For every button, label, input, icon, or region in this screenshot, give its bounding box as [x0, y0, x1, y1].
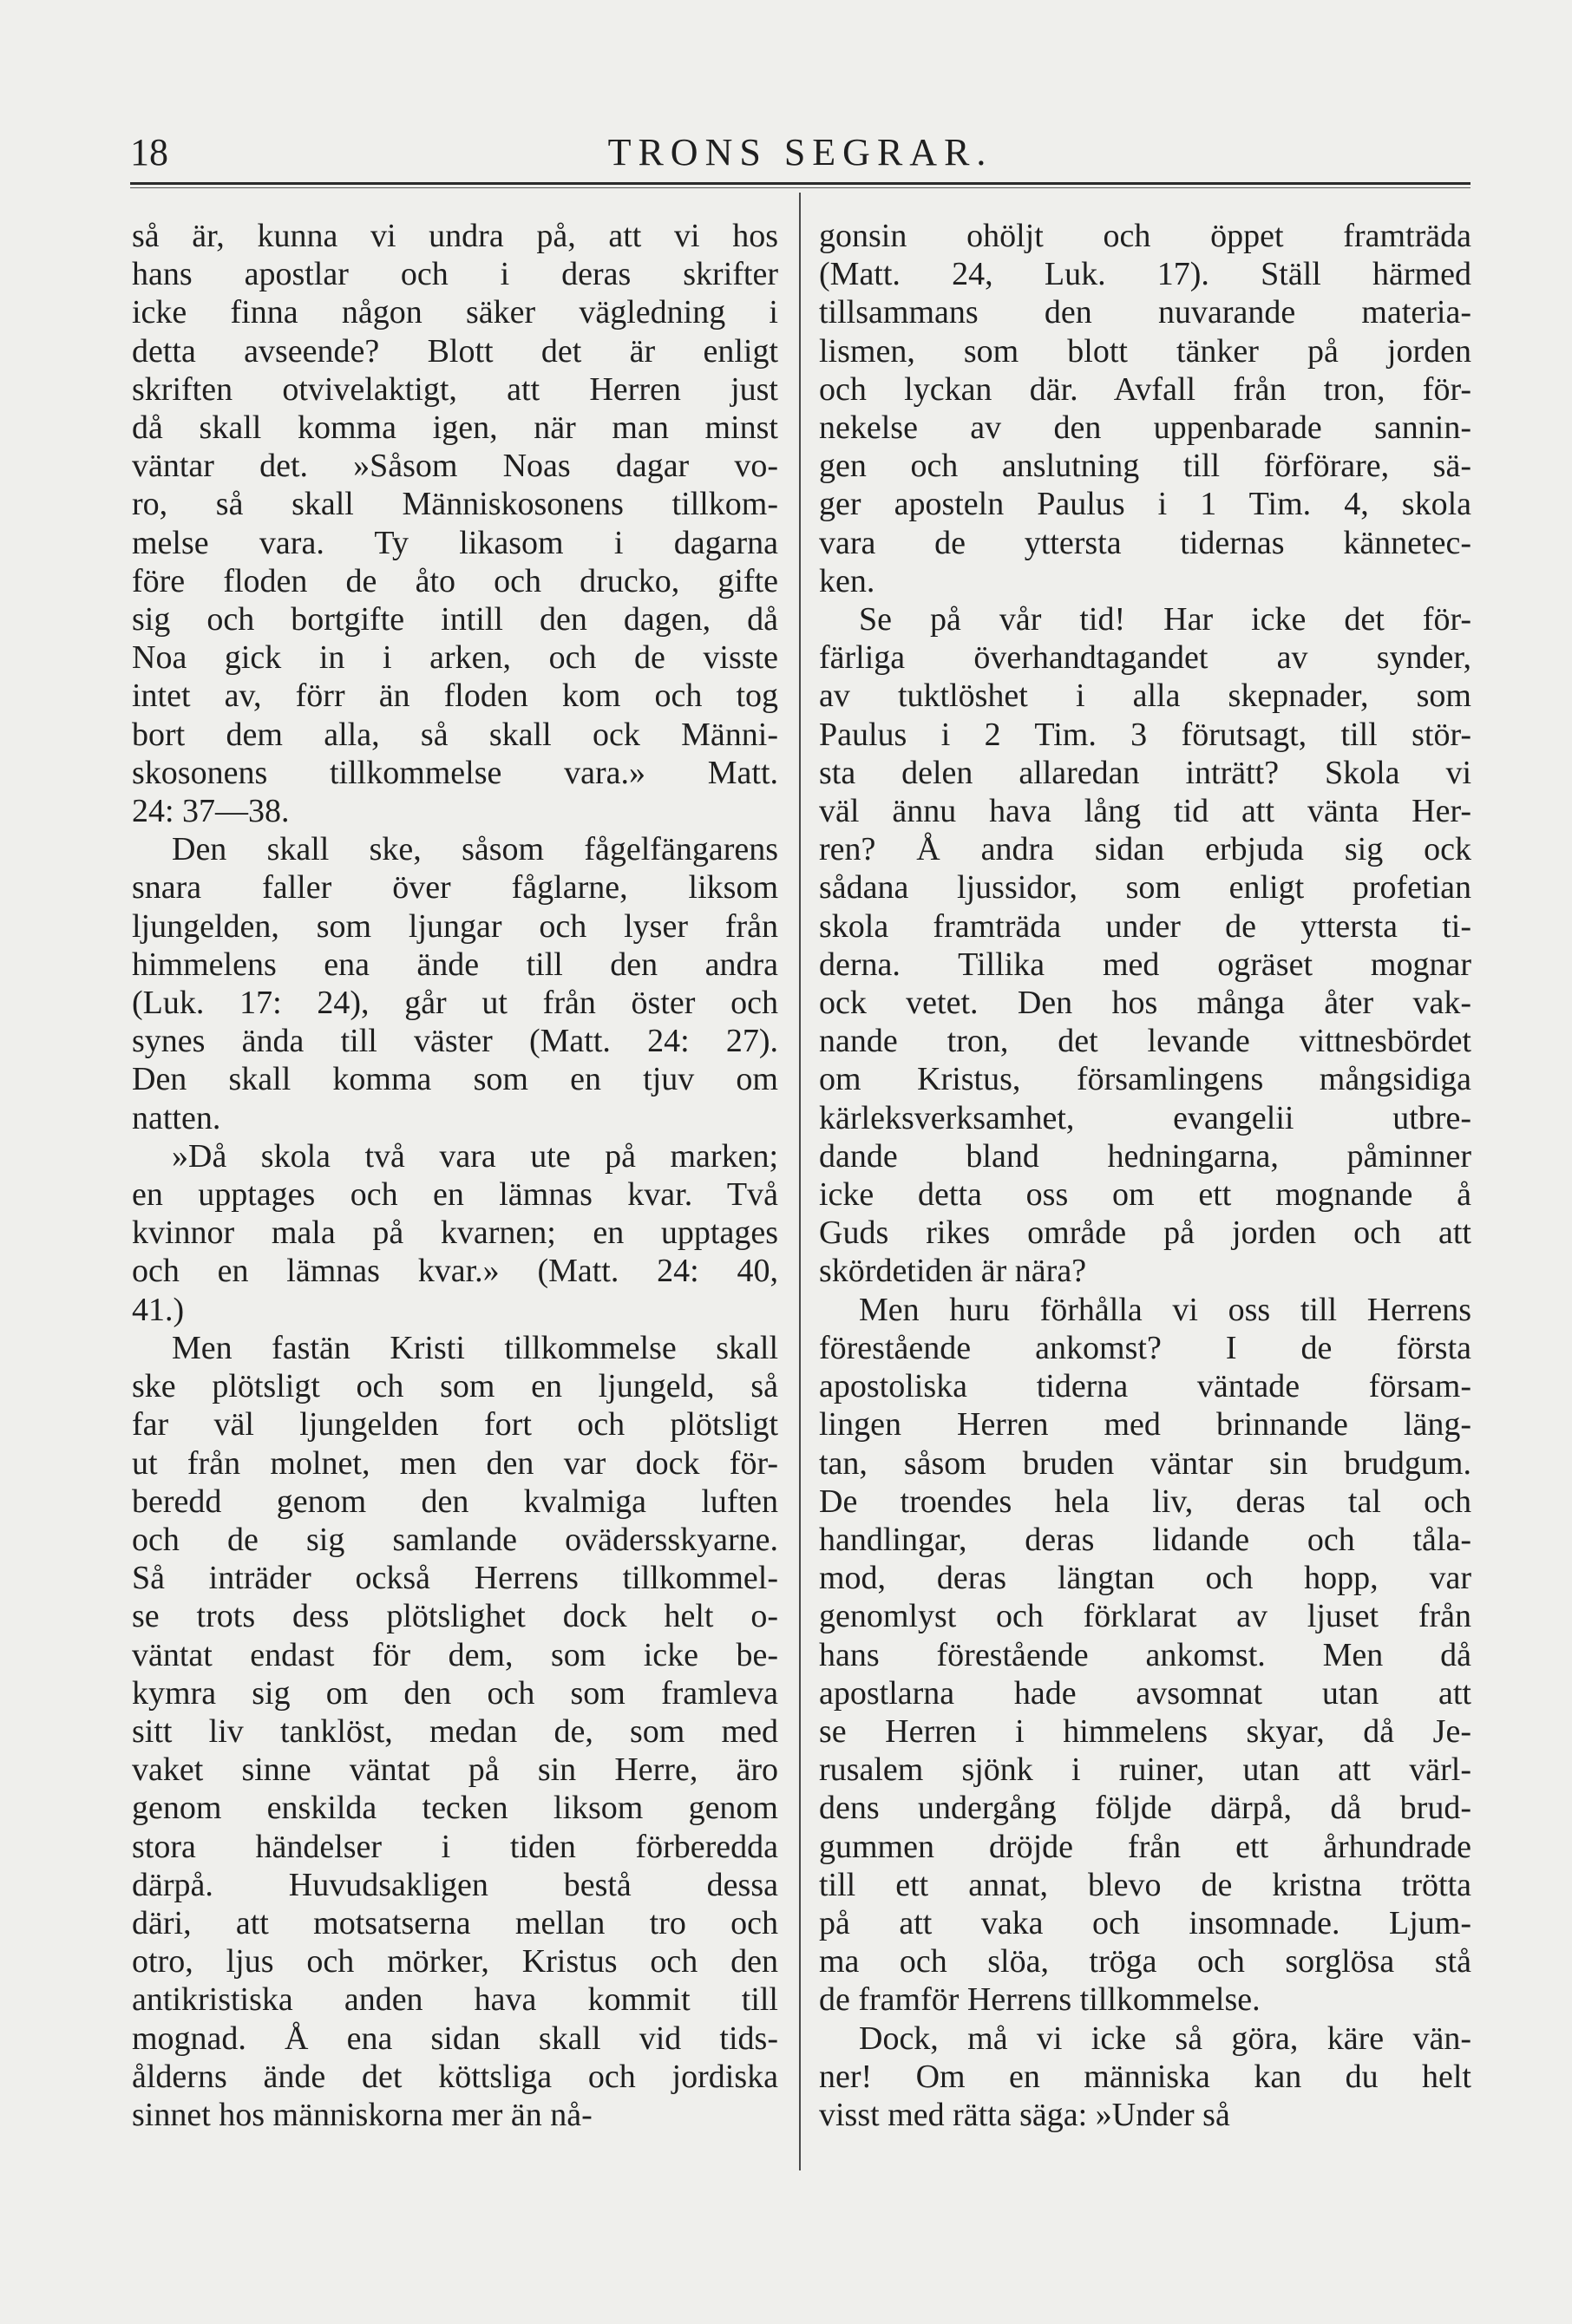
paragraph [132, 1329, 778, 2134]
paragraph [819, 600, 1471, 1291]
text-line: antikristiska anden hava kommit till [132, 1981, 778, 2019]
text-line: derna. Tillika med ogräset mognar [819, 946, 1471, 983]
text-line: himmelens ena ände till den andra [132, 946, 778, 983]
text-line: 41.) [132, 1291, 185, 1328]
text-line: ner! Om en människa kan du helt [819, 2058, 1471, 2095]
text-line: apostoliska tiderna väntade försam- [819, 1368, 1471, 1405]
text-line: Guds rikes område på jorden och att [819, 1214, 1471, 1252]
text-line: och de sig samlande ovädersskyarne. [132, 1521, 778, 1558]
text-line: Den skall ske, såsom fågelfängarens [172, 831, 778, 868]
column-divider [799, 193, 801, 2170]
header-rule-thin [130, 187, 1470, 188]
text-line: far väl ljungelden fort och plötsligt [132, 1406, 778, 1443]
text-line: kärleksverksamhet, evangelii utbre- [819, 1099, 1471, 1136]
text-line: detta avseende? Blott det är enligt [132, 332, 778, 370]
text-line: sitt liv tanklöst, medan de, som med [132, 1712, 778, 1750]
text-line: gen och anslutning till förförare, sä- [819, 448, 1471, 485]
text-line: apostlarna hade avsomnat utan att [819, 1674, 1471, 1712]
text-line: gummen dröjde från ett århundrade [819, 1828, 1471, 1865]
text-line: skördetiden är nära? [819, 1253, 1087, 1290]
text-line: stora händelser i tiden förberedda [132, 1828, 778, 1865]
text-line: lingen Herren med brinnande läng- [819, 1406, 1471, 1443]
left-column [132, 217, 778, 2134]
page-header [130, 127, 1470, 179]
text-line: natten. [132, 1099, 221, 1136]
text-line: se Herren i himmelens skyar, då Je- [819, 1712, 1471, 1750]
text-line: mognad. Å ena sidan skall vid tids- [132, 2020, 778, 2057]
text-line: en upptages och en lämnas kvar. Två [132, 1176, 778, 1214]
text-line: och lyckan där. Avfall från tron, för- [819, 370, 1471, 408]
text-line: kvinnor mala på kvarnen; en upptages [132, 1214, 778, 1252]
text-line: ålderns ände det köttsliga och jordiska [132, 2058, 778, 2095]
text-line: ro, så skall Människosonens tillkom- [132, 486, 778, 523]
text-line: snara faller över fåglarne, liksom [132, 869, 778, 907]
text-line: vara de yttersta tidernas kännetec- [819, 524, 1471, 561]
text-line: nande tron, det levande vittnesbördet [819, 1023, 1471, 1060]
text-line: nekelse av den uppenbarade sannin- [819, 409, 1471, 447]
text-line: ken. [819, 562, 875, 599]
text-line: ren? Å andra sidan erbjuda sig ock [819, 831, 1471, 868]
text-line: gonsin ohöljt och öppet framträda [819, 218, 1471, 254]
text-line: ljungelden, som ljungar och lyser från [132, 907, 778, 945]
paragraph [819, 2020, 1471, 2135]
text-line: beredd genom den kvalmiga luften [132, 1483, 778, 1520]
text-line: Se på vår tid! Har icke det för- [859, 601, 1471, 638]
text-line: bort dem alla, så skall ock Männi- [132, 716, 778, 753]
text-line: handlingar, deras lidande och tåla- [819, 1521, 1471, 1558]
text-line: intet av, förr än floden kom och tog [132, 678, 778, 715]
text-line: visst med rätta säga: »Under så [819, 2096, 1230, 2133]
text-line: till ett annat, blevo de kristna trötta [819, 1866, 1471, 1903]
text-line: 24: 37—38. [132, 793, 290, 830]
paragraph [819, 217, 1471, 600]
text-line: sig och bortgifte intill den dagen, då [132, 601, 778, 638]
text-line: om Kristus, församlingens mångsidiga [819, 1061, 1471, 1098]
text-line: skosonens tillkommelse vara.» Matt. [132, 754, 778, 791]
text-line: (Luk. 17: 24), går ut från öster och [132, 985, 778, 1022]
text-line: Men huru förhålla vi oss till Herrens [859, 1291, 1471, 1328]
text-line: icke detta oss om ett mognande å [819, 1176, 1471, 1214]
text-line: skola framträda under de yttersta ti- [819, 907, 1471, 945]
paragraph [132, 830, 778, 1137]
text-line: synes ända till väster (Matt. 24: 27). [132, 1023, 778, 1060]
text-line: Så inträder också Herrens tillkommel- [132, 1560, 778, 1597]
text-line: »Då skola två vara ute på marken; [172, 1137, 778, 1175]
text-line: hans förestående ankomst. Men då [819, 1636, 1471, 1673]
text-line: sinnet hos människorna mer än nå- [132, 2096, 593, 2133]
running-title: TRONS SEGRAR. [607, 131, 993, 173]
text-line: Dock, må vi icke så göra, käre vän- [859, 2020, 1471, 2057]
text-line: De troendes hela liv, deras tal och [819, 1483, 1471, 1520]
text-line: före floden de åto och drucko, gifte [132, 562, 778, 599]
text-line: hans apostlar och i deras skrifter [132, 256, 778, 293]
text-line: ock vetet. Den hos många åter vak- [819, 985, 1471, 1022]
text-line: se trots dess plötslighet dock helt o- [132, 1598, 778, 1635]
text-line: sta delen allaredan inträtt? Skola vi [819, 754, 1471, 791]
text-line: (Matt. 24, Luk. 17). Ställ härmed [819, 256, 1471, 293]
text-line: kymra sig om den och som framleva [132, 1674, 778, 1712]
text-line: tillsammans den nuvarande materia- [819, 294, 1471, 331]
paragraph [132, 1137, 778, 1329]
text-line: Paulus i 2 Tim. 3 förutsagt, till stör- [819, 716, 1471, 753]
text-line: då skall komma igen, när man minst [132, 409, 778, 447]
text-line: ger aposteln Paulus i 1 Tim. 4, skola [819, 486, 1471, 523]
text-line: Men fastän Kristi tillkommelse skall [172, 1329, 778, 1366]
text-line: däri, att motsatserna mellan tro och [132, 1904, 778, 1941]
text-line: väntat endast för dem, som icke be- [132, 1636, 778, 1673]
text-line: ma och slöa, tröga och sorglösa stå [819, 1943, 1471, 1980]
text-line: Noa gick in i arken, och de visste [132, 639, 778, 677]
text-line: rusalem sjönk i ruiner, utan att värl- [819, 1751, 1471, 1789]
text-line: och en lämnas kvar.» (Matt. 24: 40, [132, 1253, 778, 1290]
text-line: tan, såsom bruden väntar sin brudgum. [819, 1444, 1471, 1482]
page-number: 18 [130, 131, 168, 173]
text-line: Den skall komma som en tjuv om [132, 1061, 778, 1098]
text-line: vaket sinne väntat på sin Herre, äro [132, 1751, 778, 1789]
paragraph [819, 1291, 1471, 2020]
text-line: väl ännu hava lång tid att vänta Her- [819, 793, 1471, 830]
text-line: mod, deras längtan och hopp, var [819, 1560, 1471, 1597]
text-line: ut från molnet, men den var dock för- [132, 1444, 778, 1482]
text-line: lismen, som blott tänker på jorden [819, 332, 1471, 370]
text-line: dande bland hedningarna, påminner [819, 1137, 1471, 1175]
text-line: ske plötsligt och som en ljungeld, så [132, 1368, 778, 1405]
text-line: av tuktlöshet i alla skepnader, som [819, 678, 1471, 715]
text-line: så är, kunna vi undra på, att vi hos [132, 218, 778, 254]
text-line: genom enskilda tecken liksom genom [132, 1790, 778, 1827]
text-line: otro, ljus och mörker, Kristus och den [132, 1943, 778, 1980]
text-line: skriften otvivelaktigt, att Herren just [132, 370, 778, 408]
text-line: icke finna någon säker vägledning i [132, 294, 778, 331]
right-column [819, 217, 1471, 2134]
text-line: melse vara. Ty likasom i dagarna [132, 524, 778, 561]
text-line: på att vaka och insomnade. Ljum- [819, 1904, 1471, 1941]
text-line: färliga överhandtagandet av synder, [819, 639, 1471, 677]
header-rule [130, 182, 1470, 185]
text-line: väntar det. »Såsom Noas dagar vo- [132, 448, 778, 485]
paragraph [132, 217, 778, 830]
text-line: dens undergång följde därpå, då brud- [819, 1790, 1471, 1827]
text-line: därpå. Huvudsakligen bestå dessa [132, 1866, 778, 1903]
text-line: sådana ljussidor, som enligt profetian [819, 869, 1471, 907]
text-line: genomlyst och förklarat av ljuset från [819, 1598, 1471, 1635]
text-line: förestående ankomst? I de första [819, 1329, 1471, 1366]
text-line: de framför Herrens tillkommelse. [819, 1981, 1261, 2019]
